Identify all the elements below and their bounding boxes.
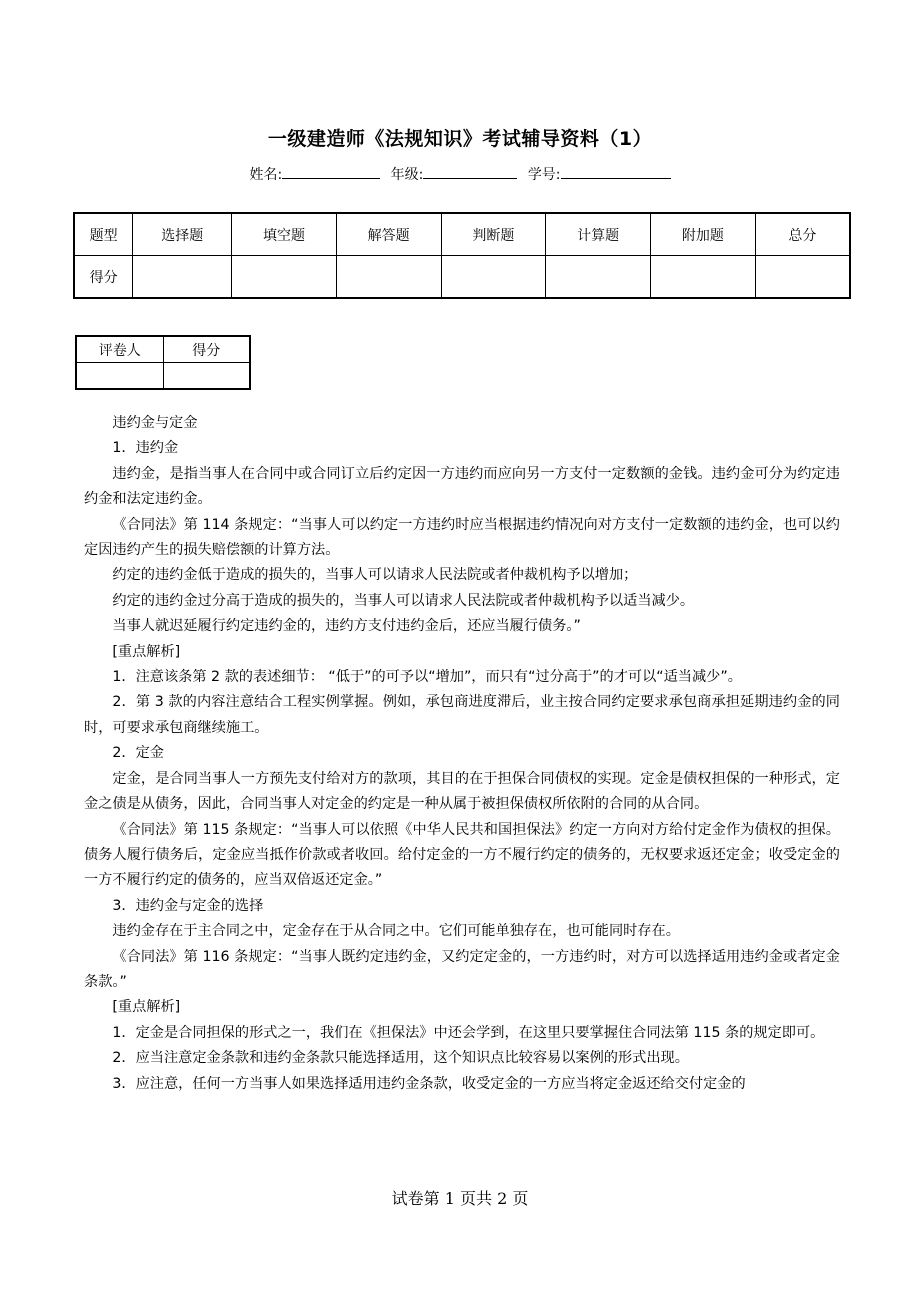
score-table-header-row [74, 213, 850, 256]
law-quote-paragraph: 《合同法》第 114 条规定：“当事人可以约定一方违约时应当根据违约情况向对方支付一定数额的违约金，也可以约定因违约产生的损失赔偿额的计算方法。 [84, 516, 840, 559]
score-header-cell: 题型 [74, 213, 133, 256]
body-paragraph: 约定的违约金过分高于造成的损失的，当事人可以请求人民法院或者仲裁机构予以适当减少。 [112, 592, 695, 609]
analysis-point: 1．定金是合同担保的形式之一，我们在《担保法》中还会学到，在这里只要掌握住合同法第 115 条的规定即可。 [112, 1024, 825, 1041]
student-id-label: 学号: [527, 167, 561, 183]
score-input-cell[interactable] [650, 256, 755, 299]
student-id-blank [561, 164, 671, 179]
score-table [73, 212, 851, 299]
grader-input-cell[interactable] [76, 363, 163, 390]
subsection-heading: 3．违约金与定金的选择 [112, 897, 264, 914]
score-header-cell: 解答题 [336, 213, 441, 256]
grade-label: 年级: [390, 167, 424, 183]
body-paragraph: 违约金，是指当事人在合同中或合同订立后约定因一方违约而应向另一方支付一定数额的金钱。违约金可分为约定违约金和法定违约金。 [84, 465, 840, 508]
student-info-line [0, 164, 920, 184]
score-input-cell[interactable] [232, 256, 337, 299]
name-blank [282, 164, 380, 179]
section-heading: 违约金与定金 [112, 415, 198, 431]
score-input-cell[interactable] [755, 256, 850, 299]
grader-table [75, 335, 251, 390]
analysis-point: 3．应注意，任何一方当事人如果选择适用违约金条款，收受定金的一方应当将定金返还给交付定金的 [112, 1075, 746, 1092]
score-header-cell: 附加题 [650, 213, 755, 256]
analysis-point: 1．注意该条第 2 款的表述细节： “低于”的可予以“增加”，而只有“过分高于”的才可以“适当减少”。 [112, 669, 742, 686]
grader-input-cell[interactable] [163, 363, 250, 390]
body-paragraph: 违约金存在于主合同之中，定金存在于从合同之中。它们可能单独存在，也可能同时存在。 [112, 923, 680, 940]
analysis-point: 2．应当注意定金条款和违约金条款只能选择适用，这个知识点比较容易以案例的形式出现。 [112, 1050, 689, 1067]
score-header-cell: 选择题 [133, 213, 232, 256]
law-quote-paragraph: 《合同法》第 116 条规定：“当事人既约定违约金，又约定定金的，一方违约时，对方可以选择适用违约金或者定金条款。” [84, 948, 840, 990]
body-paragraph: 约定的违约金低于造成的损失的，当事人可以请求人民法院或者仲裁机构予以增加； [112, 567, 638, 584]
analysis-heading: [重点解析] [112, 643, 181, 660]
document-title: 一级建造师《法规知识》考试辅导资料（1） [267, 128, 653, 150]
law-quote-paragraph: 《合同法》第 115 条规定：“当事人可以依照《中华人民共和国担保法》约定一方向对方给付定金作为债权的担保。债务人履行债务后，定金应当抵作价款或者收回。给付定金的一方不履行约定的债务的，无权要求返还定金；收受定金的一方不履行约定的债务的，应当双倍返还定金。” [84, 821, 840, 889]
subsection-heading: 1．违约金 [112, 440, 179, 457]
body-paragraph: 当事人就迟延履行约定违约金的，违约方支付违约金后，还应当履行债务。” [112, 618, 581, 635]
analysis-heading: [重点解析] [112, 999, 181, 1016]
subsection-heading: 2．定金 [112, 745, 164, 762]
grader-table-input-row [76, 363, 250, 390]
score-input-cell[interactable] [133, 256, 232, 299]
grader-header-cell: 得分 [163, 336, 250, 363]
score-header-cell: 判断题 [441, 213, 546, 256]
score-input-cell[interactable] [441, 256, 546, 299]
document-body [84, 411, 840, 1097]
score-header-cell: 填空题 [232, 213, 337, 256]
score-input-cell[interactable] [546, 256, 651, 299]
score-input-cell[interactable] [336, 256, 441, 299]
name-label: 姓名: [249, 167, 283, 183]
score-table-score-row [74, 256, 850, 299]
analysis-point: 2．第 3 款的内容注意结合工程实例掌握。例如，承包商进度滞后，业主按合同约定要求承包商承担延期违约金的同时，可要求承包商继续施工。 [84, 694, 840, 736]
grader-table-header-row [76, 336, 250, 363]
score-row-label: 得分 [74, 256, 133, 299]
grade-blank [423, 164, 517, 179]
grader-header-cell: 评卷人 [76, 336, 163, 363]
score-header-cell: 总分 [755, 213, 850, 256]
score-header-cell: 计算题 [546, 213, 651, 256]
body-paragraph: 定金，是合同当事人一方预先支付给对方的款项，其目的在于担保合同债权的实现。定金是债权担保的一种形式，定金之债是从债务，因此，合同当事人对定金的约定是一种从属于被担保债权所依附的合同的从合同。 [84, 770, 840, 813]
page-footer: 试卷第 1 页共 2 页 [391, 1189, 529, 1208]
